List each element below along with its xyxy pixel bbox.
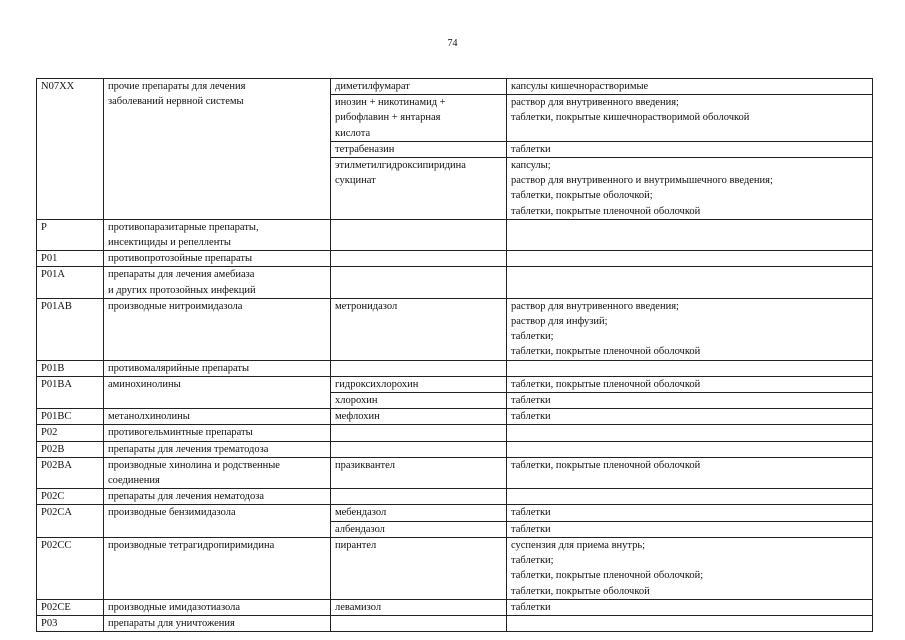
dosage-form-cell (507, 158, 873, 220)
group-line: противопаразитарные препараты, (108, 221, 259, 233)
drug-name-line: рибофлавин + янтарная (335, 112, 441, 124)
group-line: препараты для лечения амебиаза (108, 269, 255, 281)
atc-code-cell: P02CE (37, 599, 104, 615)
group-line: заболеваний нервной системы (108, 96, 244, 108)
dosage-form-cell (507, 95, 873, 142)
dosage-form-line: таблетки, покрытые пленочной оболочкой (511, 459, 701, 471)
group-line: препараты для лечения трематодоза (108, 443, 269, 455)
table-row (37, 251, 873, 267)
dosage-form-cell (507, 409, 873, 425)
group-name-cell (104, 457, 331, 488)
atc-code-cell: P02CC (37, 537, 104, 599)
table-row (37, 298, 873, 360)
table-row (37, 267, 873, 298)
table-row (37, 79, 873, 95)
dosage-form-cell (507, 141, 873, 157)
group-line: производные бензимидазола (108, 507, 236, 519)
drug-name-cell (331, 505, 507, 521)
group-line: препараты для уничтожения (108, 617, 235, 629)
atc-code-cell: P02BA (37, 457, 104, 488)
group-line: противогельминтные препараты (108, 427, 253, 439)
atc-code-cell: P01BA (37, 376, 104, 408)
dosage-form-cell (507, 219, 873, 250)
drug-table (36, 78, 873, 632)
drug-name-line: празиквантел (335, 459, 395, 471)
drug-name-line: левамизол (335, 601, 382, 613)
group-line: и других протозойных инфекций (108, 284, 256, 296)
dosage-form-line: таблетки (511, 601, 551, 613)
dosage-form-cell (507, 457, 873, 488)
table-row (37, 599, 873, 615)
drug-name-line: метронидазол (335, 300, 398, 312)
table-row (37, 425, 873, 441)
group-name-cell (104, 489, 331, 505)
dosage-form-line: раствор для внутривенного и внутримышечного введения; (511, 175, 773, 187)
drug-name-line: албендазол (335, 523, 385, 535)
dosage-form-cell (507, 376, 873, 392)
drug-name-cell (331, 360, 507, 376)
drug-name-cell (331, 489, 507, 505)
atc-code-cell: P03 (37, 615, 104, 631)
dosage-form-line: таблетки, покрытые оболочкой (511, 585, 650, 597)
drug-name-cell (331, 441, 507, 457)
drug-name-cell (331, 158, 507, 220)
group-line: препараты для лечения нематодоза (108, 491, 265, 503)
group-name-cell (104, 360, 331, 376)
dosage-form-cell (507, 251, 873, 267)
drug-name-cell (331, 599, 507, 615)
dosage-form-cell (507, 615, 873, 631)
dosage-form-cell (507, 79, 873, 95)
atc-code-cell: P02 (37, 425, 104, 441)
table-row (37, 441, 873, 457)
table-row (37, 505, 873, 521)
drug-name-cell (331, 409, 507, 425)
dosage-form-cell (507, 393, 873, 409)
group-line: производные нитроимидазола (108, 300, 243, 312)
atc-code-cell: P01AB (37, 298, 104, 360)
table-row (37, 537, 873, 599)
dosage-form-line: таблетки, покрытые оболочкой; (511, 190, 653, 202)
group-name-cell (104, 298, 331, 360)
dosage-form-line: таблетки; (511, 555, 554, 567)
drug-name-cell (331, 425, 507, 441)
atc-code-cell: P (37, 219, 104, 250)
atc-code-cell: P01BC (37, 409, 104, 425)
dosage-form-cell (507, 298, 873, 360)
drug-name-cell (331, 251, 507, 267)
drug-name-cell (331, 376, 507, 392)
drug-name-cell (331, 393, 507, 409)
drug-name-cell (331, 95, 507, 142)
drug-name-cell (331, 298, 507, 360)
dosage-form-line: таблетки (511, 523, 551, 535)
table-row (37, 360, 873, 376)
dosage-form-line: раствор для инфузий; (511, 316, 608, 328)
group-line: производные хинолина и родственные (108, 459, 280, 471)
dosage-form-cell (507, 521, 873, 537)
drug-name-line: пирантел (335, 539, 377, 551)
drug-name-cell (331, 457, 507, 488)
group-name-cell (104, 267, 331, 298)
drug-name-line: диметилфумарат (335, 81, 410, 92)
dosage-form-cell (507, 360, 873, 376)
dosage-form-line: таблетки; (511, 331, 554, 343)
drug-name-cell (331, 141, 507, 157)
atc-code-cell: P02B (37, 441, 104, 457)
group-name-cell (104, 409, 331, 425)
group-name-cell (104, 219, 331, 250)
drug-name-line: хлорохин (335, 395, 378, 407)
group-line: противомалярийные препараты (108, 362, 250, 374)
group-name-cell (104, 615, 331, 631)
group-line: аминохинолины (108, 378, 181, 390)
drug-name-cell (331, 267, 507, 298)
table-row (37, 457, 873, 488)
table-row (37, 409, 873, 425)
table-row (37, 489, 873, 505)
dosage-form-line: суспензия для приема внутрь; (511, 539, 646, 551)
group-line: производные имидазотиазола (108, 601, 241, 613)
dosage-form-line: таблетки, покрытые пленочной оболочкой (511, 346, 701, 358)
dosage-form-line: капсулы кишечнорастворимые (511, 81, 649, 92)
drug-name-line: кислота (335, 127, 371, 139)
group-name-cell (104, 537, 331, 599)
dosage-form-line: таблетки, покрытые пленочной оболочкой (511, 378, 701, 390)
group-line: прочие препараты для лечения (108, 81, 246, 92)
group-line: инсектициды и репелленты (108, 237, 231, 249)
dosage-form-cell (507, 505, 873, 521)
atc-code-cell: P02CA (37, 505, 104, 537)
group-name-cell (104, 425, 331, 441)
drug-name-line: этилметилгидроксипиридина (335, 160, 466, 172)
dosage-form-line: раствор для внутривенного введения; (511, 300, 679, 312)
dosage-form-line: таблетки (511, 395, 551, 407)
table-body (37, 79, 873, 632)
atc-code-cell: N07XX (37, 79, 104, 220)
dosage-form-cell (507, 267, 873, 298)
drug-name-line: гидроксихлорохин (335, 378, 419, 390)
group-line: метанолхинолины (108, 411, 190, 423)
drug-name-line: мефлохин (335, 411, 380, 423)
atc-code-cell: P01 (37, 251, 104, 267)
dosage-form-line: капсулы; (511, 160, 551, 172)
table-row (37, 615, 873, 631)
dosage-form-line: таблетки, покрытые пленочной оболочкой; (511, 570, 704, 582)
group-name-cell (104, 505, 331, 537)
dosage-form-cell (507, 441, 873, 457)
atc-code-cell: P01A (37, 267, 104, 298)
drug-name-line: тетрабеназин (335, 143, 395, 155)
dosage-form-cell (507, 489, 873, 505)
dosage-form-line: раствор для внутривенного введения; (511, 97, 679, 109)
dosage-form-line: таблетки (511, 507, 551, 519)
dosage-form-cell (507, 537, 873, 599)
drug-name-line: мебендазол (335, 507, 387, 519)
drug-name-cell (331, 537, 507, 599)
dosage-form-line: таблетки (511, 143, 551, 155)
drug-name-line: сукцинат (335, 175, 376, 187)
group-name-cell (104, 599, 331, 615)
atc-code-cell: P01B (37, 360, 104, 376)
drug-name-cell (331, 79, 507, 95)
group-line: соединения (108, 475, 160, 487)
drug-name-line: инозин + никотинамид + (335, 97, 446, 109)
drug-name-cell (331, 521, 507, 537)
dosage-form-line: таблетки, покрытые кишечнорастворимой оболочкой (511, 112, 750, 124)
drug-name-cell (331, 615, 507, 631)
group-name-cell (104, 376, 331, 408)
drug-name-cell (331, 219, 507, 250)
page-number: 74 (447, 38, 458, 49)
dosage-form-cell (507, 425, 873, 441)
table-row (37, 219, 873, 250)
group-line: производные тетрагидропиримидина (108, 539, 275, 551)
table-row (37, 376, 873, 392)
group-name-cell (104, 251, 331, 267)
atc-code-cell: P02C (37, 489, 104, 505)
group-name-cell (104, 441, 331, 457)
dosage-form-cell (507, 599, 873, 615)
group-name-cell (104, 79, 331, 220)
dosage-form-line: таблетки, покрытые пленочной оболочкой (511, 205, 701, 217)
dosage-form-line: таблетки (511, 411, 551, 423)
group-line: противопротозойные препараты (108, 253, 253, 265)
